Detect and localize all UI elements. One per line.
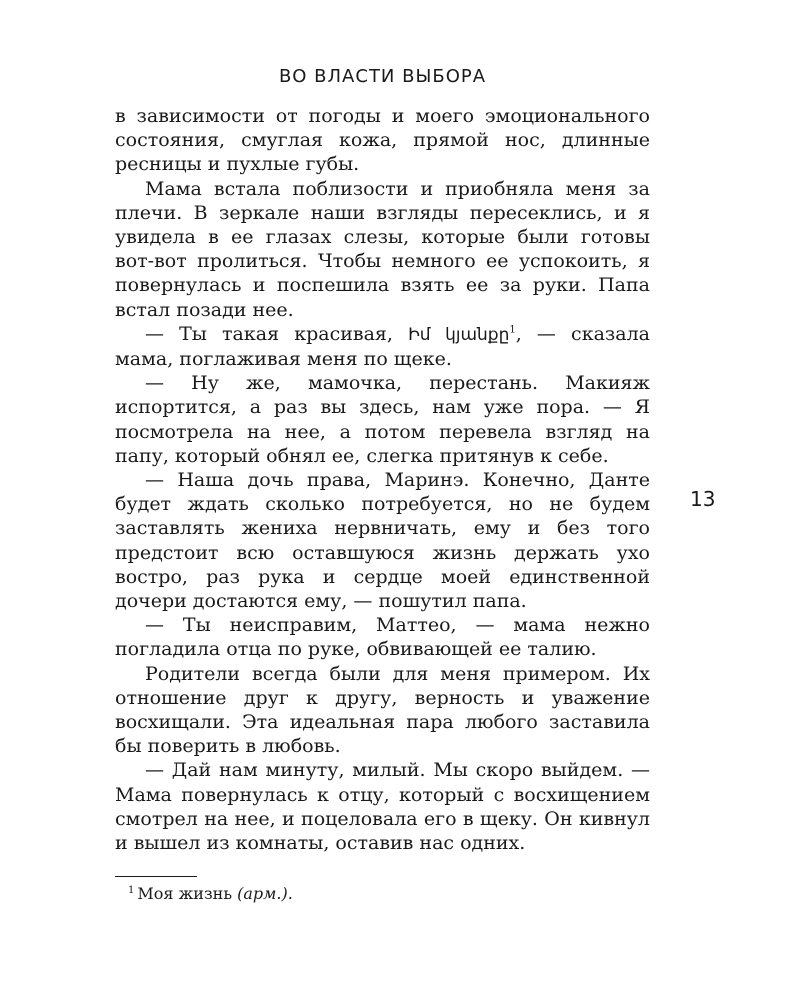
- running-head: ВО ВЛАСТИ ВЫБОРА: [278, 66, 487, 87]
- paragraph: — Наша дочь права, Маринэ. Конечно, Данте будет ждать сколько потребуется, но не будем заставлять жениха нервничать, ему и без того предстоит всю оставшуюся жизнь держать ухо востро, раз рука и сердце моей единственной дочери достаются ему, — пошутил папа.: [115, 469, 650, 613]
- footnote-marker: 1: [128, 884, 135, 896]
- footnote-language-note: (арм.).: [237, 884, 293, 903]
- footnote-divider: [115, 876, 197, 877]
- page-number: 13: [690, 487, 716, 511]
- paragraph: Родители всегда были для меня примером. Их отношение друг к другу, верность и уважение восхищали. Эта идеальная пара любого заставила бы поверить в любовь.: [115, 662, 650, 758]
- paragraph-text-before: — Ты такая красивая,: [145, 322, 409, 345]
- footnote-reference: 1: [509, 324, 516, 336]
- footnote: [128, 884, 293, 904]
- footnote-text: Моя жизнь: [137, 884, 238, 903]
- paragraph: — Ну же, мамочка, перестань. Макияж испортится, а раз вы здесь, нам уже пора. — Я посмотрела на нее, а потом перевела взгляд на папу, который обнял ее, слегка притянув к себе.: [115, 372, 650, 467]
- paragraph-text-after: , — сказала мама, поглаживая меня по щеке.: [115, 322, 650, 371]
- armenian-phrase: Իմ կյանքը: [408, 324, 510, 345]
- paragraph: — Дай нам минуту, милый. Мы скоро выйдем. — Мама повернулась к отцу, который с восхищением смотрел на нее, и поцеловала его в щеку. Он кивнул и вышел из комнаты, оставив нас одних.: [115, 759, 650, 855]
- paragraph: [115, 322, 650, 371]
- paragraph: в зависимости от погоды и моего эмоционального состояния, смуглая кожа, прямой нос, длинные ресницы и пухлые губы.: [115, 105, 650, 176]
- body-text: [115, 104, 650, 855]
- paragraph: Мама встала поблизости и приобняла меня за плечи. В зеркале наши взгляды пересеклись, и я увидела в ее глазах слезы, которые были готовы вот-вот пролиться. Чтобы немного ее успокоить, я повернулась и поспешила взять ее за руки. Папа встал позади нее.: [115, 177, 650, 321]
- paragraph: — Ты неисправим, Маттео, — мама нежно погладила отца по руке, обвивающей ее талию.: [115, 614, 650, 661]
